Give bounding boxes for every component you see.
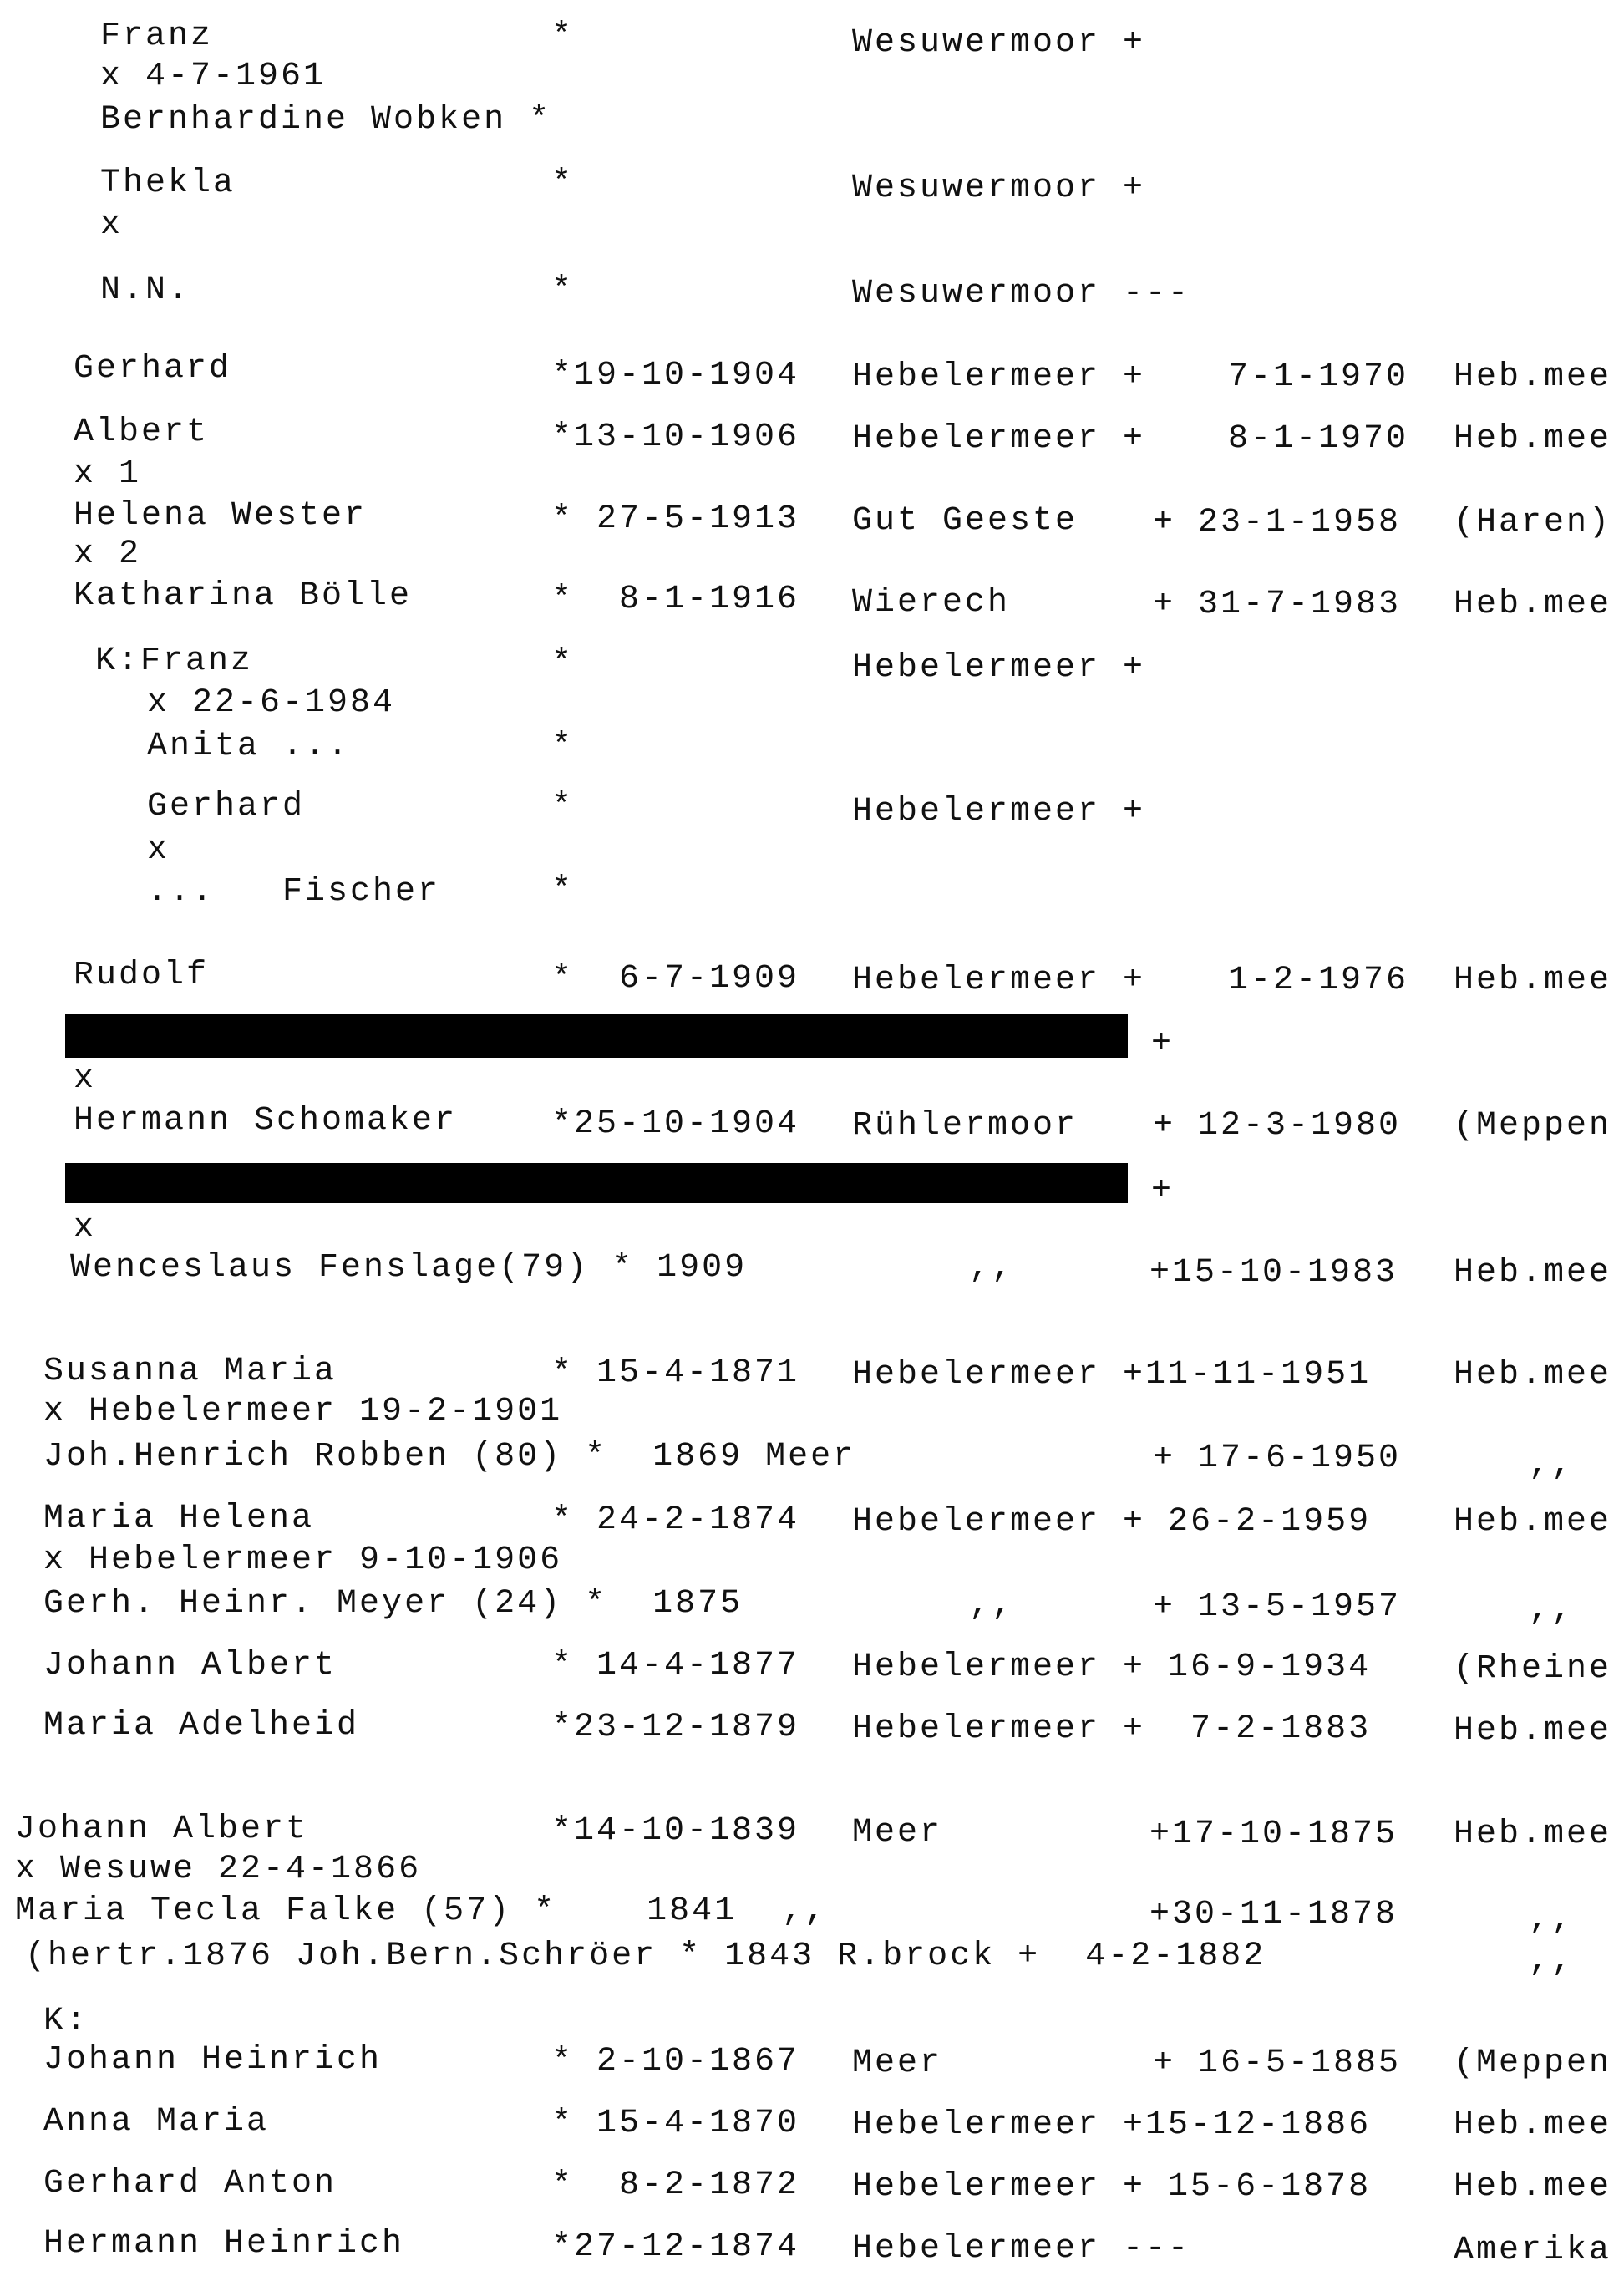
entry-name: Maria Helena (43, 1500, 315, 1537)
marriage-line: x (74, 1209, 97, 1247)
birth-date: * 6-7-1909 (551, 960, 800, 998)
birth-mark: * (551, 788, 575, 826)
birth-mark: * (551, 272, 575, 309)
birth-date: * 8-2-1872 (551, 2167, 800, 2204)
death-place: (Haren) (1454, 504, 1612, 541)
entry-name: N.N. (100, 272, 191, 309)
place: Hebelermeer + (852, 793, 1146, 831)
place: Meer (852, 1814, 943, 1852)
death-place: Heb.mee (1454, 1254, 1612, 1292)
entry-name: Franz (100, 18, 214, 55)
marriage-line: x (100, 206, 124, 244)
birth-mark: * (551, 728, 575, 765)
death-date: +30-11-1878 (1149, 1896, 1398, 1933)
birth-date: * 8-1-1916 (551, 581, 800, 618)
place: Hebelermeer + (852, 420, 1146, 458)
child-name: Gerhard Anton (43, 2165, 337, 2202)
child-name: K:Franz (95, 643, 254, 680)
spouse-name: ... Fischer (147, 873, 441, 911)
place: Wierech (852, 584, 1011, 622)
ditto-mark: ,, (969, 1587, 1015, 1624)
place: Hebelermeer + 7-2-1883 (852, 1710, 1372, 1748)
child-name: Johann Heinrich (43, 2041, 383, 2079)
birth-date: *25-10-1904 (551, 1105, 800, 1143)
spouse-name: Hermann Schomaker (74, 1102, 458, 1140)
death-place: ,, (1529, 1943, 1575, 1980)
redaction-bar (65, 1163, 1128, 1203)
marriage-line: x 22-6-1984 (147, 684, 396, 722)
birth-mark: * (551, 871, 575, 909)
death-mark: + (1151, 1172, 1175, 1210)
marriage-line: x Hebelermeer 19-2-1901 (43, 1393, 563, 1430)
spouse-name: Helena Wester (74, 497, 368, 535)
place: Gut Geeste (852, 502, 1078, 540)
death-date: + 17-6-1950 (1153, 1440, 1402, 1477)
birth-date: * 27-5-1913 (551, 500, 800, 538)
place: Hebelermeer +15-12-1886 (852, 2106, 1372, 2144)
spouse-name: Wenceslaus Fenslage(79) * 1909 (70, 1249, 748, 1287)
death-date: +15-10-1983 (1149, 1254, 1398, 1292)
marriage-line: x Wesuwe 22-4-1866 (15, 1851, 422, 1888)
place: Hebelermeer + (852, 358, 1146, 396)
place: Hebelermeer + 15-6-1878 (852, 2168, 1372, 2206)
entry-name: Gerhard (74, 350, 232, 388)
death-date: + 31-7-1983 (1153, 586, 1402, 623)
death-place: (Meppen (1454, 1107, 1612, 1145)
spouse-name: Joh.Henrich Robben (80) * 1869 Meer (43, 1438, 856, 1476)
birth-date: * 24-2-1874 (551, 1501, 800, 1539)
death-place: (Meppen (1454, 2045, 1612, 2082)
death-place: Heb.mee (1454, 2106, 1612, 2144)
death-place: ,, (1529, 1592, 1575, 1629)
place: Hebelermeer +11-11-1951 (852, 1356, 1372, 1394)
death-mark: + (1151, 1025, 1175, 1063)
spouse-name: Gerh. Heinr. Meyer (24) * 1875 (43, 1585, 743, 1623)
place: Meer (852, 2045, 943, 2082)
death-place: Heb.mee (1454, 1503, 1612, 1541)
marriage-line: x 4-7-1961 (100, 58, 327, 95)
death-place: Heb.mee (1454, 1816, 1612, 1853)
birth-date: *14-10-1839 (551, 1812, 800, 1850)
death-place: ,, (1529, 1446, 1575, 1484)
birth-date: * 14-4-1877 (551, 1647, 800, 1684)
marriage-line: x 2 (74, 536, 142, 573)
birth-date: *27-12-1874 (551, 2228, 800, 2266)
death-place: Heb.mee (1454, 1356, 1612, 1394)
place: Hebelermeer --- (852, 2230, 1191, 2268)
entry-name: Rudolf (74, 957, 210, 994)
spouse-name: Katharina Bölle (74, 577, 413, 615)
marriage-line: x 1 (74, 455, 142, 493)
birth-date: *13-10-1906 (551, 419, 800, 456)
spouse-name: Bernhardine Wobken * (100, 101, 552, 139)
death-place: Heb.mee (1454, 2168, 1612, 2206)
children-label: K: (43, 2003, 89, 2040)
place: Wesuwermoor --- (852, 275, 1191, 312)
death-date: + 12-3-1980 (1153, 1107, 1402, 1145)
death-place: ,, (1529, 1901, 1575, 1938)
marriage-line: x (74, 1060, 97, 1098)
death-date: +17-10-1875 (1149, 1816, 1398, 1853)
spouse-name: Anita ... (147, 728, 351, 765)
birth-mark: * (551, 18, 575, 55)
death-place: Heb.mee (1454, 1712, 1612, 1750)
birth-mark: * (551, 644, 575, 682)
place: Hebelermeer + (852, 649, 1146, 687)
place: Hebelermeer + (852, 962, 1146, 999)
death-date: + 16-5-1885 (1153, 2045, 1402, 2082)
death-date: + 13-5-1957 (1153, 1588, 1402, 1626)
place: Rühlermoor (852, 1107, 1078, 1145)
death-place: Heb.mee (1454, 420, 1612, 458)
birth-date: * 15-4-1870 (551, 2105, 800, 2142)
emigration-note: Amerika (1454, 2232, 1612, 2269)
marriage-line: x Hebelermeer 9-10-1906 (43, 1542, 563, 1579)
ditto-mark: ,, (969, 1249, 1015, 1287)
death-place: Heb.mee (1454, 586, 1612, 623)
birth-date: * 2-10-1867 (551, 2043, 800, 2080)
death-date: 1-2-1976 (1228, 962, 1409, 999)
birth-mark: * (551, 165, 575, 202)
death-place: (Rheine (1454, 1650, 1612, 1688)
entry-name: Johann Albert (15, 1811, 309, 1848)
place: Hebelermeer + 16-9-1934 (852, 1648, 1372, 1686)
marriage-line: x (147, 831, 170, 869)
entry-name: Thekla (100, 165, 236, 202)
entry-name: Susanna Maria (43, 1353, 337, 1390)
death-place: Heb.mee (1454, 962, 1612, 999)
death-place: Heb.mee (1454, 358, 1612, 396)
child-name: Hermann Heinrich (43, 2225, 405, 2263)
place: Wesuwermoor + (852, 24, 1146, 62)
death-date: 8-1-1970 (1228, 420, 1409, 458)
spouse-name: Maria Tecla Falke (57) * 1841 ,, (15, 1892, 828, 1930)
child-name: Anna Maria (43, 2103, 270, 2141)
entry-name: Maria Adelheid (43, 1707, 360, 1745)
birth-date: *23-12-1879 (551, 1709, 800, 1746)
entry-name: Johann Albert (43, 1647, 337, 1684)
redaction-bar (65, 1014, 1128, 1058)
birth-date: *19-10-1904 (551, 357, 800, 394)
birth-date: * 15-4-1871 (551, 1354, 800, 1392)
death-date: + 23-1-1958 (1153, 504, 1402, 541)
entry-name: Albert (74, 414, 210, 451)
place: Hebelermeer + 26-2-1959 (852, 1503, 1372, 1541)
remarriage-note: (hertr.1876 Joh.Bern.Schröer * 1843 R.brock + 4-2-1882 (25, 1938, 1266, 1975)
death-date: 7-1-1970 (1228, 358, 1409, 396)
child-name: Gerhard (147, 788, 306, 826)
place: Wesuwermoor + (852, 170, 1146, 207)
